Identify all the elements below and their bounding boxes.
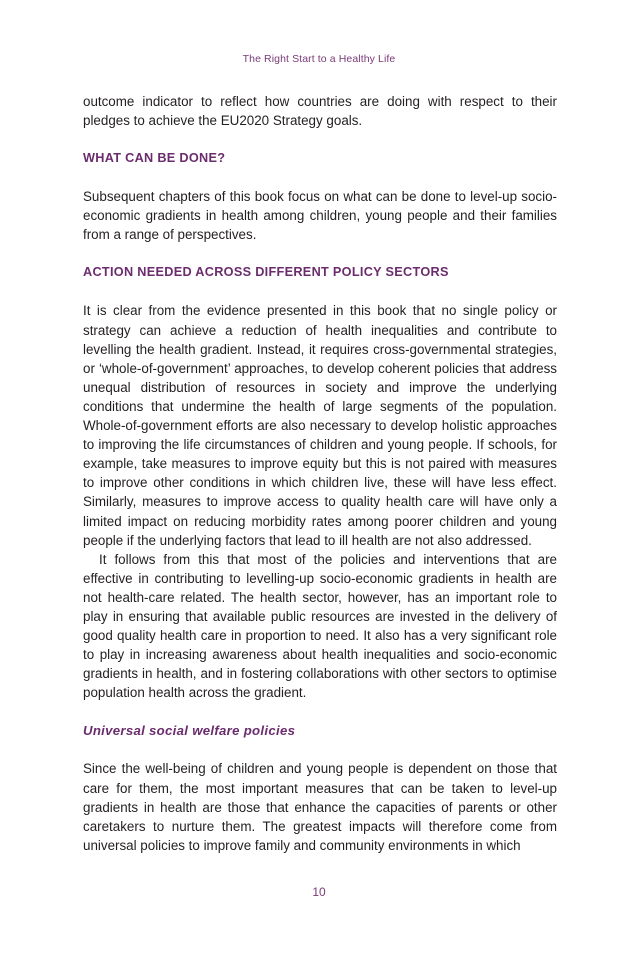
action-paragraph-1: It is clear from the evidence presented in this book that no single policy or strategy can achieve a reduction of health inequalities and contribute to levelling the health gradient. Instead, it requires cross-governmental strategies, or ‘whole-of-government’ approaches, to develop coherent policies that address unequal distribution of resources in society and improve the underlying conditions that undermine the health of large segments of the population. Whole-of-government efforts are also necessary to develop holistic approaches to improving the life circumstances of children and young people. If schools, for example, take measures to improve equity but this is not paired with measures to improve other conditions in which children live, these will have less effect. Similarly, measures to improve access to quality health care will have only a limited impact on reducing morbidity rates among poorer children and young people if the underlying factors that lead to ill health are not also addressed.: [83, 303, 557, 548]
page-number: 10: [312, 885, 326, 899]
body-text: [83, 92, 557, 855]
running-header: The Right Start to a Healthy Life: [242, 53, 396, 65]
intro-paragraph: outcome indicator to reflect how countries are doing with respect to their pledges to achieve the EU2020 Strategy goals.: [83, 94, 557, 129]
action-paragraph-2: It follows from this that most of the policies and interventions that are effective in contributing to levelling-up socio-economic gradients in health are not health-care related. The health sector, however, has an important role to play in ensuring that available public resources are invested in the delivery of good quality health care in proportion to need. It also has a very significant role to play in increasing awareness about health inequalities and socio-economic gradients in health, and in fostering collaborations with other sectors to optimise population health across the gradient.: [83, 551, 557, 701]
heading-action-needed: ACTION NEEDED ACROSS DIFFERENT POLICY SECTORS: [83, 265, 449, 280]
heading-universal-social-welfare: Universal social welfare policies: [83, 723, 296, 739]
universal-paragraph: Since the well-being of children and young people is dependent on those that care for them, the most important measures that can be taken to level-up gradients in health are those that enhance the capacities of parents or other caretakers to nurture them. The greatest impacts will therefore come from universal policies to improve family and community environments in which: [83, 761, 557, 853]
heading-what-can-be-done: WHAT CAN BE DONE?: [83, 151, 226, 166]
what-can-be-done-paragraph: Subsequent chapters of this book focus on what can be done to level-up socio-economic gradients in health among children, young people and their families from a range of perspectives.: [83, 189, 557, 243]
